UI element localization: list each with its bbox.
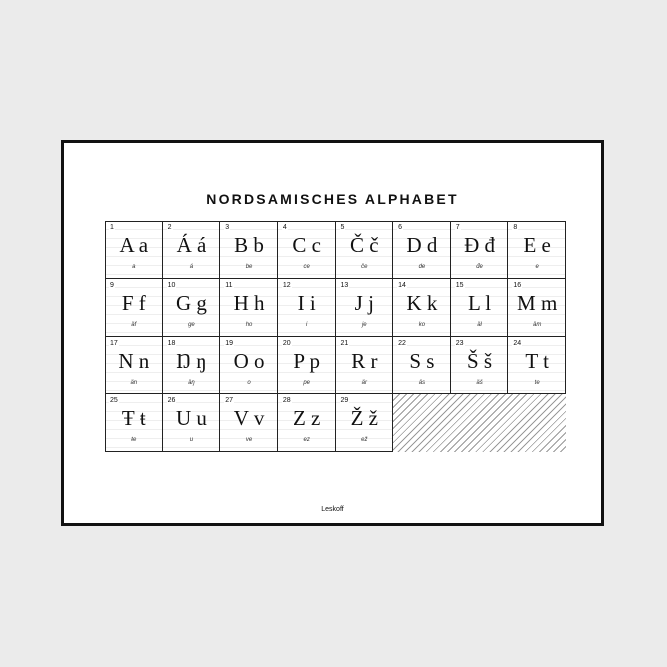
letter-pronunciation: äl — [477, 321, 482, 328]
letter-pronunciation: äm — [533, 321, 542, 328]
letter-number: 5 — [340, 224, 345, 231]
letter-number: 23 — [455, 339, 464, 347]
letter-number: 17 — [110, 339, 118, 347]
letter-cell — [393, 221, 451, 279]
letter-pronunciation: ho — [245, 321, 253, 328]
letter-pronunciation: u — [189, 437, 194, 444]
letter-cell — [508, 279, 566, 337]
brand-label: Leskoff — [321, 506, 344, 513]
letter-glyphs: Ŧ ŧ — [121, 406, 146, 431]
letter-cell — [451, 221, 509, 279]
letter-cell — [163, 221, 221, 279]
letter-cell — [220, 337, 278, 395]
letter-glyphs: V v — [233, 406, 265, 431]
letter-glyphs: Č č — [350, 233, 379, 257]
letter-cell — [336, 279, 394, 337]
letter-number: 24 — [513, 339, 522, 347]
letter-pronunciation: ŧe — [131, 437, 137, 444]
letter-glyphs: G g — [175, 290, 207, 315]
letter-glyphs: H h — [233, 290, 265, 315]
letter-cell — [105, 279, 163, 337]
letter-glyphs: Ŋ ŋ — [176, 348, 207, 373]
letter-number: 18 — [167, 339, 176, 347]
letter-glyphs: T t — [525, 348, 549, 373]
letter-glyphs: Z z — [292, 406, 321, 431]
letter-pronunciation: de — [418, 264, 426, 270]
letter-pronunciation: pe — [303, 379, 311, 386]
letter-cell — [336, 337, 394, 395]
letter-cell — [393, 337, 451, 395]
letter-pronunciation: ez — [303, 437, 310, 444]
letter-pronunciation: be — [245, 264, 253, 270]
letter-cell — [451, 337, 509, 395]
letter-number: 11 — [225, 281, 233, 289]
letter-pronunciation: äf — [131, 321, 137, 328]
letter-pronunciation: a — [132, 264, 136, 270]
letter-cell — [278, 279, 336, 337]
letter-cell — [278, 337, 336, 395]
letter-cell — [163, 337, 221, 395]
letter-glyphs: L l — [467, 290, 492, 315]
letter-pronunciation: ce — [303, 264, 310, 270]
letter-pronunciation: ko — [418, 321, 426, 328]
letter-pronunciation: ež — [361, 437, 368, 444]
letter-glyphs: O o — [233, 348, 265, 373]
poster-title: NORDSAMISCHES ALPHABET — [206, 191, 459, 207]
poster-frame — [61, 140, 604, 526]
letter-glyphs: N n — [118, 348, 150, 373]
letter-pronunciation: äš — [476, 379, 483, 386]
letter-glyphs: P p — [293, 348, 321, 373]
letter-glyphs: K k — [406, 290, 438, 315]
letter-cell — [105, 221, 163, 279]
letter-cell — [105, 394, 163, 452]
letter-pronunciation: ve — [245, 437, 253, 444]
letter-glyphs: A a — [119, 233, 149, 257]
letter-number: 7 — [455, 224, 460, 231]
letter-cell — [220, 221, 278, 279]
hatched-empty-area — [393, 394, 566, 452]
letter-cell — [451, 279, 509, 337]
letter-glyphs: S s — [409, 348, 435, 373]
letter-glyphs: Š š — [467, 348, 493, 373]
letter-cell — [336, 394, 394, 452]
letter-number: 10 — [167, 281, 176, 289]
letter-cell — [393, 279, 451, 337]
letter-glyphs: C c — [292, 233, 321, 257]
letter-pronunciation: če — [361, 264, 368, 270]
letter-number: 20 — [282, 339, 291, 347]
letter-number: 25 — [110, 397, 118, 405]
letter-glyphs: M m — [517, 290, 558, 315]
letter-pronunciation: te — [534, 379, 540, 386]
letter-pronunciation: äŋ — [188, 379, 195, 386]
letter-pronunciation: i — [306, 321, 308, 328]
letter-glyphs: Ž ž — [350, 406, 379, 431]
letter-cell — [220, 279, 278, 337]
letter-cell — [336, 221, 394, 279]
letter-number: 8 — [513, 224, 518, 231]
letter-glyphs: U u — [175, 406, 207, 431]
letter-number: 16 — [513, 281, 522, 289]
letter-pronunciation: á — [189, 264, 194, 270]
letter-glyphs: Á á — [176, 233, 207, 257]
letter-number: 26 — [167, 397, 176, 405]
letter-pronunciation: äs — [418, 379, 426, 386]
letter-glyphs: B b — [234, 233, 264, 257]
letter-number: 6 — [398, 224, 403, 231]
letter-number: 12 — [282, 281, 291, 289]
letter-number: 29 — [340, 397, 349, 405]
letter-number: 4 — [282, 224, 287, 231]
letter-number: 19 — [225, 339, 234, 347]
letter-glyphs: J j — [354, 290, 374, 315]
letter-number: 28 — [282, 397, 291, 405]
letter-number: 9 — [110, 281, 114, 289]
letter-pronunciation: ge — [188, 321, 195, 328]
letter-number: 27 — [225, 397, 234, 405]
letter-glyphs: D d — [406, 233, 438, 257]
letter-pronunciation: đe — [476, 264, 483, 270]
letter-pronunciation: e — [535, 264, 539, 270]
letter-number: 21 — [340, 339, 349, 347]
letter-cell — [508, 221, 566, 279]
letter-glyphs: Đ đ — [464, 233, 496, 257]
letter-glyphs: R r — [351, 348, 378, 373]
letter-cell — [278, 394, 336, 452]
letter-cell — [508, 337, 566, 395]
letter-pronunciation: o — [247, 379, 251, 386]
letter-glyphs: F f — [121, 290, 146, 315]
letter-number: 3 — [225, 224, 230, 231]
letter-number: 14 — [398, 281, 406, 289]
letter-pronunciation: je — [361, 321, 367, 328]
letter-number: 15 — [455, 281, 464, 289]
letter-number: 13 — [340, 281, 349, 289]
letter-cell — [105, 337, 163, 395]
letter-glyphs: E e — [523, 233, 551, 257]
letter-glyphs: I i — [297, 290, 316, 315]
letter-cell — [163, 394, 221, 452]
letter-cell — [278, 221, 336, 279]
letter-cell — [220, 394, 278, 452]
letter-number: 22 — [398, 339, 406, 347]
letter-pronunciation: är — [361, 379, 367, 386]
alphabet-grid — [105, 221, 566, 452]
letter-number: 1 — [110, 224, 114, 231]
letter-cell — [163, 279, 221, 337]
letter-number: 2 — [167, 224, 172, 231]
letter-pronunciation: än — [130, 379, 138, 386]
